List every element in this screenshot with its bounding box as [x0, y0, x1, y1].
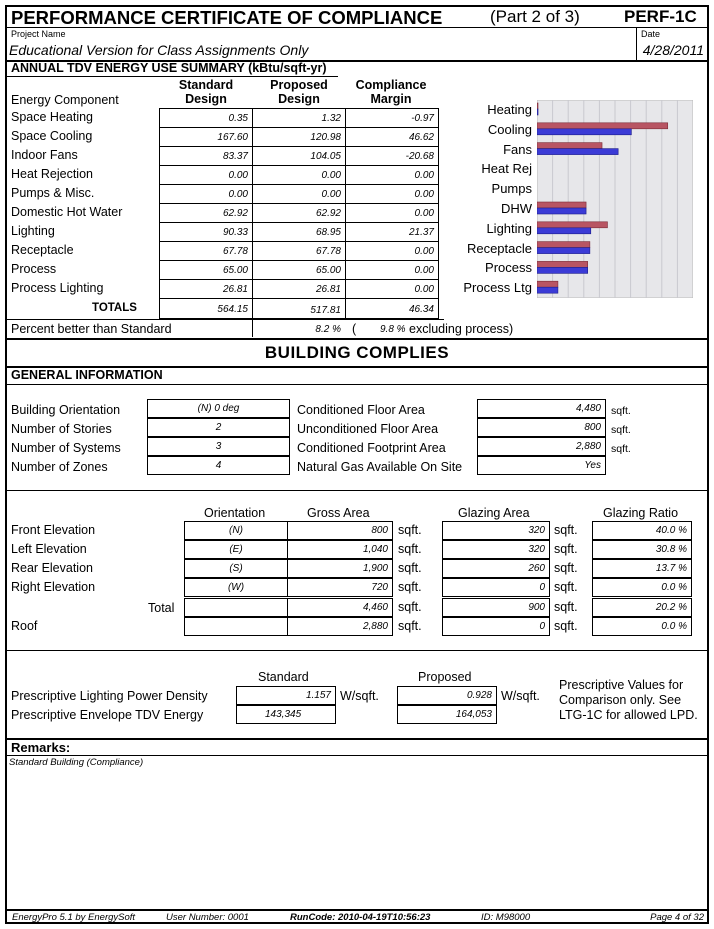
summary-row-label: Lighting	[11, 224, 55, 238]
summary-row-divider	[159, 146, 439, 147]
elevation-label: Rear Elevation	[11, 561, 93, 575]
chart-category-label: Heat Rej	[481, 161, 532, 177]
summary-proposed-cell: 26.81	[315, 284, 341, 295]
general-right-unit: sqft.	[611, 405, 631, 417]
footer-runcode: RunCode: 2010-04-19T10:56:23	[290, 912, 431, 923]
summary-row-divider	[159, 127, 439, 128]
excluding-process-label: excluding process)	[409, 322, 514, 336]
prescriptive-col-proposed: Proposed	[418, 670, 472, 684]
remarks-text: Standard Building (Compliance)	[9, 757, 144, 768]
summary-proposed-cell: 0.00	[321, 170, 341, 181]
summary-standard-cell: 167.60	[217, 132, 248, 143]
general-right-value: 800	[477, 418, 606, 437]
standard-bar	[537, 123, 668, 129]
summary-row-label: Process Lighting	[11, 281, 104, 295]
elevation-orientation: (W)	[184, 578, 288, 597]
lpd-label: Prescriptive Lighting Power Density	[11, 689, 208, 703]
proposed-bar	[537, 267, 588, 273]
general-right-label: Natural Gas Available On Site	[297, 460, 463, 474]
summary-proposed-cell: 67.78	[315, 246, 341, 257]
summary-standard-cell: 0.00	[228, 189, 248, 200]
summary-margin-cell: 0.00	[414, 189, 434, 200]
elevation-label: Left Elevation	[11, 542, 87, 556]
form-part: (Part 2 of 3)	[490, 7, 580, 26]
env-label: Prescriptive Envelope TDV Energy	[11, 708, 204, 722]
footer-page: Page 4 of 32	[650, 912, 704, 923]
elevation-glazing-ratio: 30.8 %	[592, 540, 692, 559]
lpd-proposed-field: 0.928	[397, 686, 497, 705]
general-right-label: Conditioned Floor Area	[297, 403, 425, 417]
summary-totals-divider	[159, 298, 439, 299]
elevation-gross-area: 1,040	[287, 540, 393, 559]
lpd-standard-field: 1.157	[236, 686, 336, 705]
general-right-value: 2,880	[477, 437, 606, 456]
general-left-value: 4	[147, 456, 290, 475]
building-complies-banner: BUILDING COMPLIES	[264, 343, 450, 362]
elevation-glazing-unit: sqft.	[554, 619, 578, 633]
summary-standard-cell: 62.92	[222, 208, 248, 219]
summary-standard-cell: 90.33	[222, 227, 248, 238]
elevation-gross-area: 2,880	[287, 617, 393, 636]
proposed-bar	[537, 248, 590, 254]
summary-title: ANNUAL TDV ENERGY USE SUMMARY (kBtu/sqft-yr)	[11, 61, 327, 75]
elevation-glazing-area: 0	[442, 617, 550, 636]
summary-row-label: Process	[11, 262, 57, 276]
standard-bar	[537, 143, 602, 149]
excluding-process-value: 9.8 %	[380, 324, 406, 335]
prescriptive-note-2: Comparison only. See	[559, 693, 682, 707]
col-compliance-margin: Compliance Margin	[355, 78, 427, 106]
col-proposed-design: Proposed Design	[270, 78, 328, 106]
summary-row-label: Domestic Hot Water	[11, 205, 123, 219]
summary-standard-cell: 26.81	[222, 284, 248, 295]
form-id: PERF-1C	[624, 7, 697, 26]
elevation-glazing-area: 320	[442, 521, 550, 540]
proposed-bar	[537, 109, 538, 115]
elevation-orientation: (E)	[184, 540, 288, 559]
elevation-glazing-area: 900	[442, 598, 550, 617]
chart-category-label: Lighting	[486, 220, 532, 236]
summary-standard-cell: 0.35	[228, 113, 248, 124]
general-right-label: Conditioned Footprint Area	[297, 441, 446, 455]
prescriptive-note-3: LTG-1C for allowed LPD.	[559, 708, 698, 722]
elevation-gross-unit: sqft.	[398, 600, 422, 614]
summary-row-label: Heat Rejection	[11, 167, 93, 181]
totals-label: TOTALS	[92, 302, 137, 314]
general-right-unit: sqft.	[611, 443, 631, 455]
prescriptive-col-standard: Standard	[258, 670, 309, 684]
footer-id: ID: M98000	[481, 912, 531, 923]
elevation-gross-unit: sqft.	[398, 580, 422, 594]
chart-category-label: Cooling	[487, 121, 532, 137]
elevation-orientation	[184, 598, 288, 617]
footer-software: EnergyPro 5.1 by EnergySoft	[12, 912, 136, 923]
summary-proposed-cell: 62.92	[315, 208, 341, 219]
general-right-label: Unconditioned Floor Area	[297, 422, 439, 436]
project-name-label: Project Name	[11, 29, 66, 39]
summary-margin-cell: 46.62	[408, 132, 434, 143]
elevation-glazing-area: 320	[442, 540, 550, 559]
general-left-label: Number of Stories	[11, 422, 112, 436]
elevation-gross-area: 720	[287, 578, 393, 597]
summary-standard-cell: 0.00	[228, 170, 248, 181]
summary-row-divider	[159, 184, 439, 185]
elevation-label: Roof	[11, 619, 38, 633]
col-gross-area: Gross Area	[307, 506, 370, 520]
summary-row-divider	[159, 260, 439, 261]
elevation-label: Right Elevation	[11, 580, 96, 594]
paren-open: (	[352, 322, 357, 336]
footer-user: User Number: 0001	[166, 912, 249, 923]
summary-row-divider	[159, 203, 439, 204]
general-left-value: (N) 0 deg	[147, 399, 290, 418]
date-value: 4/28/2011	[642, 42, 704, 58]
elevation-orientation	[184, 617, 288, 636]
summary-proposed-cell: 1.32	[321, 113, 341, 124]
lpd-proposed-unit: W/sqft.	[501, 689, 540, 703]
summary-row-divider	[159, 241, 439, 242]
standard-bar	[537, 261, 588, 267]
summary-standard-cell: 65.00	[222, 265, 248, 276]
general-left-label: Number of Zones	[11, 460, 108, 474]
summary-row-label: Pumps & Misc.	[11, 186, 95, 200]
proposed-bar	[537, 129, 631, 135]
elevation-label: Front Elevation	[11, 523, 96, 537]
summary-standard-cell: 67.78	[222, 246, 248, 257]
elevation-gross-area: 800	[287, 521, 393, 540]
elevation-label: Total	[148, 601, 175, 615]
general-left-label: Building Orientation	[11, 403, 121, 417]
col-standard-design: Standard Design	[178, 78, 234, 106]
total-margin: 46.34	[408, 304, 434, 315]
summary-proposed-cell: 104.05	[310, 151, 341, 162]
elevation-gross-area: 4,460	[287, 598, 393, 617]
summary-margin-cell: 0.00	[414, 208, 434, 219]
col-glazing-ratio: Glazing Ratio	[603, 506, 679, 520]
summary-margin-cell: 0.00	[414, 265, 434, 276]
proposed-bar	[537, 228, 591, 234]
percent-better-label: Percent better than Standard	[11, 322, 172, 336]
project-name: Educational Version for Class Assignments Only	[9, 42, 309, 58]
prescriptive-note-1: Prescriptive Values for	[559, 678, 684, 692]
elevation-gross-unit: sqft.	[398, 561, 422, 575]
elevation-glazing-unit: sqft.	[554, 600, 578, 614]
summary-row-divider	[159, 279, 439, 280]
summary-proposed-cell: 0.00	[321, 189, 341, 200]
summary-row-label: Indoor Fans	[11, 148, 78, 162]
proposed-bar	[537, 208, 586, 214]
elevation-glazing-area: 0	[442, 578, 550, 597]
summary-proposed-cell: 65.00	[315, 265, 341, 276]
standard-bar	[537, 222, 607, 228]
general-right-unit: sqft.	[611, 424, 631, 436]
proposed-bar	[537, 149, 618, 155]
summary-margin-cell: 0.00	[414, 170, 434, 181]
col-energy-component: Energy Component	[11, 93, 119, 107]
date-label: Date	[641, 29, 661, 39]
elevation-orientation: (S)	[184, 559, 288, 578]
general-info-title: GENERAL INFORMATION	[11, 368, 163, 382]
total-proposed: 517.81	[310, 305, 341, 316]
elevation-gross-unit: sqft.	[398, 619, 422, 633]
chart-category-label: Pumps	[491, 181, 532, 197]
energy-bar-chart	[537, 100, 693, 298]
remarks-title: Remarks:	[11, 740, 71, 755]
col-orientation: Orientation	[204, 506, 266, 520]
chart-category-label: Process	[485, 260, 532, 276]
summary-row-divider	[159, 165, 439, 166]
elevation-gross-area: 1,900	[287, 559, 393, 578]
general-left-label: Number of Systems	[11, 441, 121, 455]
elevation-glazing-unit: sqft.	[554, 542, 578, 556]
standard-bar	[537, 242, 590, 248]
elevation-glazing-ratio: 0.0 %	[592, 617, 692, 636]
general-right-value: 4,480	[477, 399, 606, 418]
chart-category-label: Receptacle	[466, 240, 532, 256]
summary-proposed-cell: 120.98	[310, 132, 341, 143]
standard-bar	[537, 202, 586, 208]
elevation-gross-unit: sqft.	[398, 523, 422, 537]
standard-bar	[537, 103, 538, 109]
elevation-glazing-unit: sqft.	[554, 580, 578, 594]
elevation-gross-unit: sqft.	[398, 542, 422, 556]
lpd-standard-unit: W/sqft.	[340, 689, 379, 703]
elevation-glazing-ratio: 0.0 %	[592, 578, 692, 597]
col-glazing-area: Glazing Area	[458, 506, 530, 520]
env-proposed-field: 164,053	[397, 705, 497, 724]
elevation-glazing-area: 260	[442, 559, 550, 578]
general-left-value: 3	[147, 437, 290, 456]
elevation-glazing-ratio: 13.7 %	[592, 559, 692, 578]
summary-row-label: Receptacle	[11, 243, 74, 257]
proposed-bar	[537, 287, 558, 293]
percent-better-value: 8.2 %	[315, 324, 341, 335]
total-standard: 564.15	[217, 304, 248, 315]
elevation-orientation: (N)	[184, 521, 288, 540]
standard-bar	[537, 281, 558, 287]
summary-margin-cell: -20.68	[405, 151, 434, 162]
chart-category-label: Fans	[503, 141, 532, 157]
summary-margin-cell: 0.00	[414, 284, 434, 295]
summary-margin-cell: 0.00	[414, 246, 434, 257]
summary-proposed-cell: 68.95	[315, 227, 341, 238]
elevation-glazing-unit: sqft.	[554, 523, 578, 537]
elevation-glazing-unit: sqft.	[554, 561, 578, 575]
chart-category-label: DHW	[500, 201, 532, 216]
general-left-value: 2	[147, 418, 290, 437]
elevation-glazing-ratio: 40.0 %	[592, 521, 692, 540]
summary-row-label: Space Cooling	[11, 129, 93, 143]
elevation-glazing-ratio: 20.2 %	[592, 598, 692, 617]
chart-category-label: Process Ltg	[463, 280, 532, 296]
summary-standard-cell: 83.37	[222, 151, 248, 162]
chart-category-label: Heating	[487, 102, 532, 117]
summary-margin-cell: 21.37	[408, 227, 434, 238]
summary-margin-cell: -0.97	[411, 113, 434, 124]
form-title: PERFORMANCE CERTIFICATE OF COMPLIANCE	[11, 7, 443, 28]
summary-row-divider	[159, 222, 439, 223]
general-right-value: Yes	[477, 456, 606, 475]
env-standard-field: 143,345	[236, 705, 336, 724]
summary-row-label: Space Heating	[11, 110, 94, 124]
